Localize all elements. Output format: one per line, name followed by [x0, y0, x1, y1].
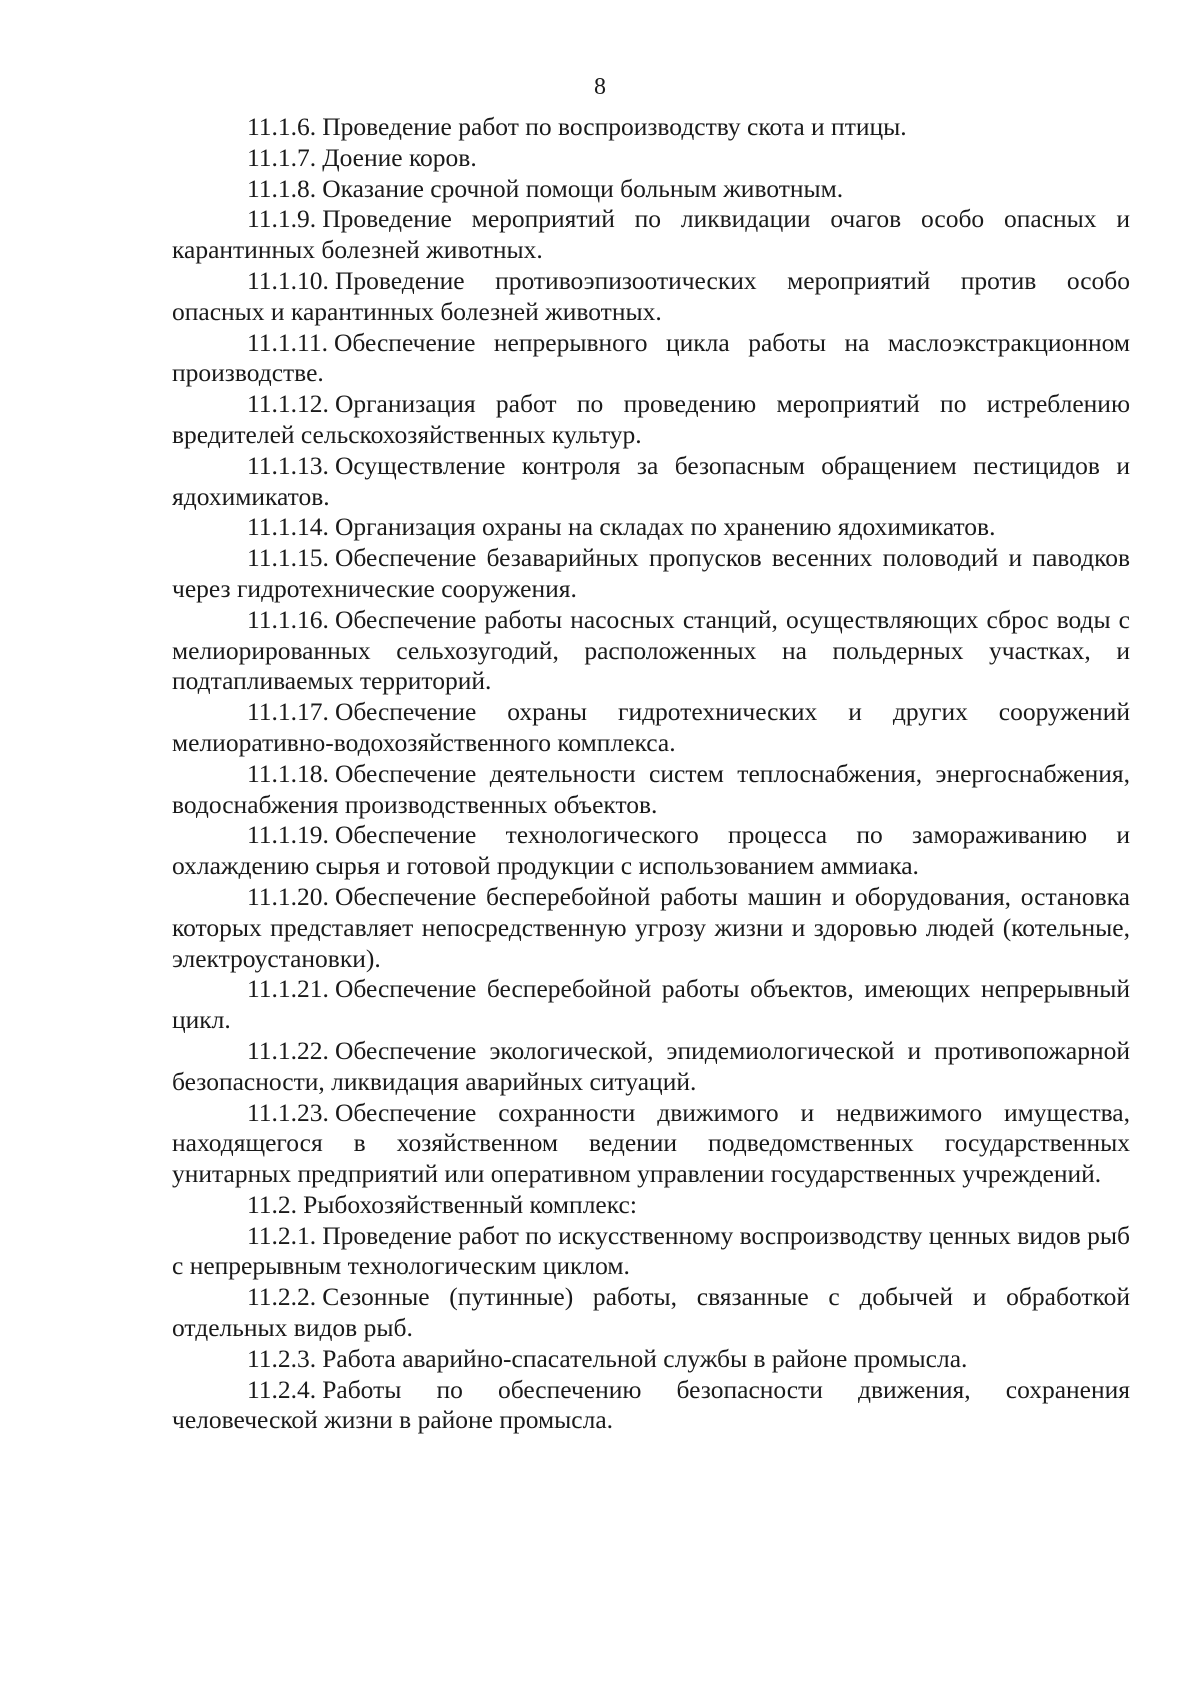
paragraph-number: 11.1.10. [247, 265, 329, 295]
paragraph-11-1-19 [172, 820, 1130, 882]
paragraph-number: 11.1.6. [247, 112, 317, 141]
paragraph-text: Организация работ по проведению мероприятий по истреблению вредителей сельскохозяйственных культур. [172, 389, 1130, 449]
paragraph-number: 11.2.3. [247, 1343, 317, 1373]
paragraph-text: Обеспечение охраны гидротехнических и других сооружений мелиоративно-водохозяйственного комплекса. [172, 697, 1130, 757]
paragraph-text: Обеспечение технологического процесса по замораживанию и охлаждению сырья и готовой продукции с использованием аммиака. [172, 820, 1130, 881]
paragraph-number: 11.1.19. [247, 820, 329, 850]
paragraph-text: Работа аварийно-спасательной службы в районе промысла. [322, 1343, 968, 1373]
paragraph-number: 11.1.12. [247, 389, 329, 419]
paragraph-11-2-2 [172, 1282, 1130, 1344]
paragraph-text: Доение коров. [322, 142, 477, 172]
paragraph-number: 11.1.20. [247, 881, 329, 911]
paragraph-text: Проведение противоэпизоотических мероприятий против особо опасных и карантинных болезней животных. [172, 265, 1130, 326]
paragraph-text: Обеспечение бесперебойной работы машин и оборудования, остановка которых представляет непосредственную угрозу жизни и здоровью людей (котельные, электроустановки). [172, 881, 1130, 973]
paragraph-text: Сезонные (путинные) работы, связанные с добычей и обработкой отдельных видов рыб. [172, 1282, 1130, 1343]
paragraph-11-2 [172, 1190, 1130, 1221]
paragraph-11-1-15 [172, 543, 1130, 605]
paragraph-number: 11.1.21. [247, 974, 329, 1004]
page-number: 8 [594, 74, 606, 100]
paragraph-11-1-11 [172, 328, 1130, 390]
paragraph-11-1-10 [172, 266, 1130, 328]
paragraph-11-1-12 [172, 389, 1130, 451]
paragraph-text: Осуществление контроля за безопасным обращением пестицидов и ядохимикатов. [172, 450, 1130, 511]
paragraph-number: 11.1.7. [247, 142, 317, 172]
paragraph-text: Проведение мероприятий по ликвидации очагов особо опасных и карантинных болезней животных. [172, 204, 1130, 265]
paragraph-11-1-20 [172, 882, 1130, 974]
paragraph-number: 11.2.1. [247, 1220, 317, 1250]
paragraph-text: Обеспечение деятельности систем теплоснабжения, энергоснабжения, водоснабжения производственных объектов. [172, 758, 1130, 819]
paragraph-text: Проведение работ по искусственному воспроизводству ценных видов рыб с непрерывным технологическим циклом. [172, 1220, 1130, 1281]
paragraph-text: Обеспечение безаварийных пропусков весенних половодий и паводков через гидротехнические сооружения. [172, 543, 1130, 603]
paragraph-11-1-21 [172, 974, 1130, 1036]
paragraph-number: 11.1.9. [247, 204, 317, 234]
paragraph-11-1-22 [172, 1036, 1130, 1098]
paragraph-number: 11.2.4. [247, 1374, 317, 1404]
paragraph-number: 11.2.2. [247, 1282, 317, 1312]
paragraph-number: 11.1.13. [247, 450, 329, 480]
paragraph-11-1-14 [172, 512, 1130, 543]
paragraph-number: 11.1.11. [247, 327, 328, 357]
paragraph-number: 11.1.18. [247, 758, 329, 788]
paragraph-text: Оказание срочной помощи больным животным. [322, 173, 844, 203]
paragraph-11-2-1 [172, 1221, 1130, 1283]
paragraph-text: Организация охраны на складах по хранению ядохимикатов. [334, 512, 996, 542]
paragraph-number: 11.1.23. [247, 1097, 329, 1127]
paragraph-11-1-16 [172, 605, 1130, 697]
paragraph-number: 11.1.14. [247, 512, 329, 542]
paragraph-text: Обеспечение сохранности движимого и недвижимого имущества, находящегося в хозяйственном ведении подведомственных государственных унитарных предприятий или оперативном управлении государственных учреждений. [172, 1097, 1130, 1189]
paragraph-11-2-4 [172, 1375, 1130, 1437]
paragraph-text: Обеспечение экологической, эпидемиологической и противопожарной безопасности, ликвидация аварийных ситуаций. [172, 1035, 1130, 1096]
paragraph-number: 11.1.16. [247, 604, 329, 634]
paragraph-text: Рыбохозяйственный комплекс: [303, 1189, 637, 1219]
paragraph-text: Обеспечение непрерывного цикла работы на маслоэкстракционном производстве. [172, 327, 1130, 388]
paragraph-11-1-6 [172, 112, 1130, 143]
paragraph-11-1-17 [172, 697, 1130, 759]
paragraph-number: 11.2. [247, 1189, 298, 1219]
paragraph-text: Работы по обеспечению безопасности движения, сохранения человеческой жизни в районе промысла. [172, 1374, 1130, 1435]
paragraph-text: Обеспечение работы насосных станций, осуществляющих сброс воды с мелиорированных сельхозугодий, расположенных на польдерных участках, и подтапливаемых территорий. [172, 604, 1130, 696]
paragraph-text: Проведение работ по воспроизводству скота и птицы. [322, 112, 907, 141]
paragraph-11-1-7 [172, 143, 1130, 174]
paragraph-number: 11.1.17. [247, 697, 329, 727]
paragraph-number: 11.1.8. [247, 173, 317, 203]
paragraph-11-1-23 [172, 1098, 1130, 1190]
paragraph-number: 11.1.22. [247, 1035, 329, 1065]
paragraph-11-1-18 [172, 759, 1130, 821]
paragraph-number: 11.1.15. [247, 543, 329, 573]
paragraph-11-2-3 [172, 1344, 1130, 1375]
document-body [172, 112, 1130, 1436]
paragraph-11-1-13 [172, 451, 1130, 513]
paragraph-text: Обеспечение бесперебойной работы объектов, имеющих непрерывный цикл. [172, 974, 1130, 1035]
paragraph-11-1-8 [172, 174, 1130, 205]
paragraph-11-1-9 [172, 204, 1130, 266]
